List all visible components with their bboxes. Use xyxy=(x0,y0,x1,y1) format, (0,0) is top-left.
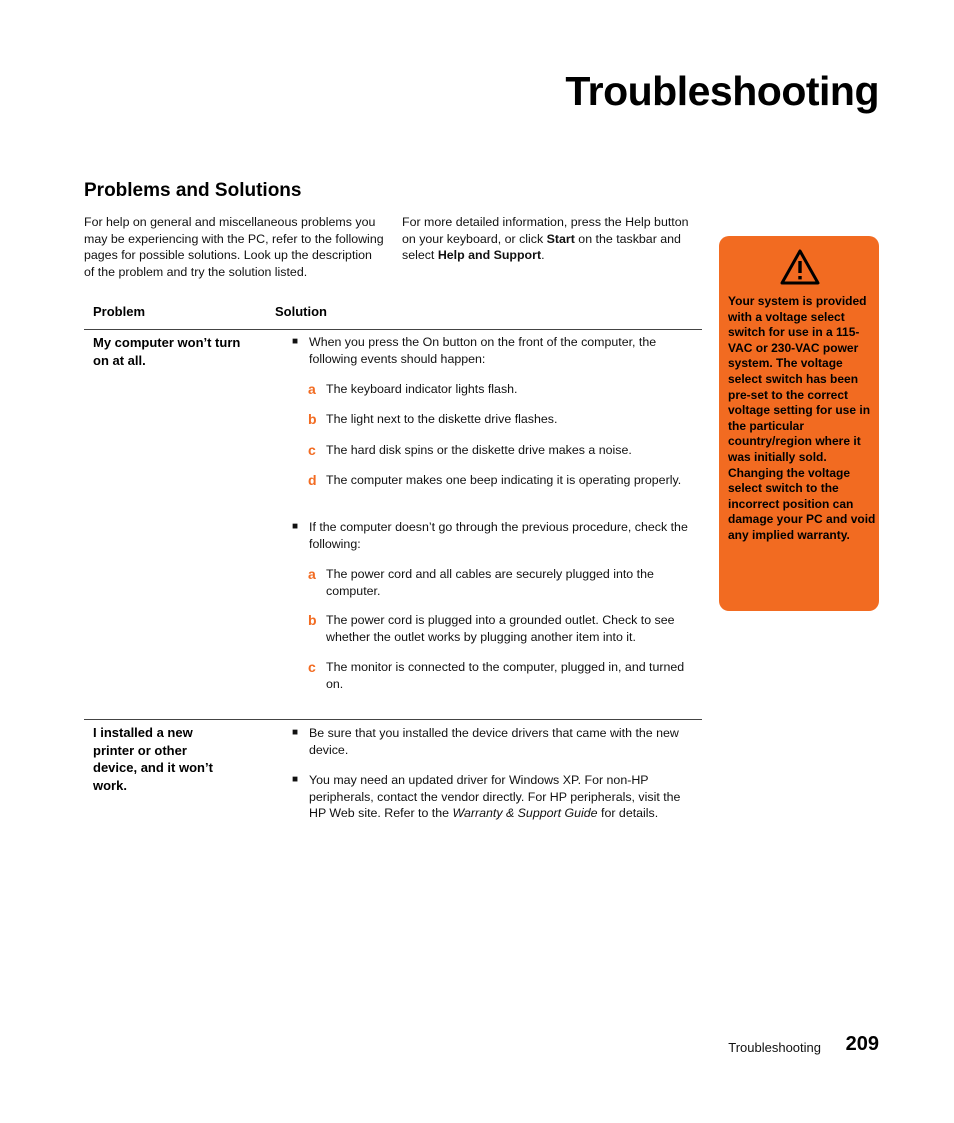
footer-label: Troubleshooting xyxy=(728,1040,821,1055)
step-text: The keyboard indicator lights flash. xyxy=(326,382,518,396)
warranty-guide-title: Warranty & Support Guide xyxy=(452,806,598,820)
square-bullet-icon: ■ xyxy=(292,521,299,532)
intro-right-text-1: For more detailed information, press the Help button on your keyboard, or click xyxy=(402,215,689,246)
step-letter: a xyxy=(308,566,316,582)
step-text: The power cord is plugged into a grounded outlet. Check to see whether the outlet works by plugging another item into it. xyxy=(326,613,675,644)
warning-triangle-icon xyxy=(779,248,821,286)
step-text: The monitor is connected to the computer, plugged in, and turned on. xyxy=(326,660,685,691)
step-text: The hard disk spins or the diskette drive makes a noise. xyxy=(326,443,632,457)
bullet-text: When you press the On button on the front of the computer, the following events should happen: xyxy=(309,335,657,366)
square-bullet-icon: ■ xyxy=(292,774,299,785)
section-title: Problems and Solutions xyxy=(84,180,302,201)
step-text: The power cord and all cables are securely plugged into the computer. xyxy=(326,567,654,598)
intro-right-text-2: on the taskbar and select xyxy=(402,231,681,262)
step-letter: a xyxy=(308,381,316,397)
help-and-support-label: Help and Support xyxy=(437,248,542,262)
step-letter: c xyxy=(308,659,316,675)
row-divider xyxy=(84,719,702,720)
problem-1: My computer won’t turn on at all. xyxy=(93,335,241,368)
warning-box xyxy=(719,236,879,611)
header-problem: Problem xyxy=(93,304,146,319)
bullet-text-part-1: You may need an updated driver for Windows XP. For non-HP peripherals, contact the vendor directly. For HP peripherals, visit the HP Web site. Refer to the xyxy=(309,773,681,820)
square-bullet-icon: ■ xyxy=(292,336,299,347)
start-label: Start xyxy=(546,231,575,246)
header-divider xyxy=(84,329,702,330)
step-text: The light next to the diskette drive flashes. xyxy=(326,412,558,426)
intro-right-text-3: . xyxy=(541,248,545,262)
step-letter: b xyxy=(308,411,317,427)
problem-2: I installed a new printer or other device, and it won’t work. xyxy=(93,725,213,793)
bullet-text: Be sure that you installed the device drivers that came with the new device. xyxy=(309,726,679,757)
step-text: The computer makes one beep indicating it is operating properly. xyxy=(326,473,682,487)
bullet-text: If the computer doesn’t go through the previous procedure, check the following: xyxy=(309,520,688,551)
page-number: 209 xyxy=(845,1033,879,1055)
header-solution: Solution xyxy=(275,304,327,319)
step-letter: b xyxy=(308,612,317,628)
bullet-text xyxy=(309,772,695,822)
step-letter: c xyxy=(308,442,316,458)
intro-left-paragraph: For help on general and miscellaneous problems you may be experiencing with the PC, refer to the following pages for possible solutions. Look up the description of the problem and try the solution listed. xyxy=(84,215,384,279)
intro-right-paragraph xyxy=(402,214,702,264)
warning-text: Your system is provided with a voltage select switch for use in a 115-VAC or 230-VAC power system. The voltage select switch has been pre-set to the correct voltage setting for use in the particular country/region where it was initially sold. Changing the voltage select switch to the incorrect position can damage your PC and void any implied warranty. xyxy=(728,294,876,542)
page-title: Troubleshooting xyxy=(565,68,879,114)
square-bullet-icon: ■ xyxy=(292,727,299,738)
step-letter: d xyxy=(308,472,317,488)
bullet-text-part-2: for details. xyxy=(597,806,659,820)
